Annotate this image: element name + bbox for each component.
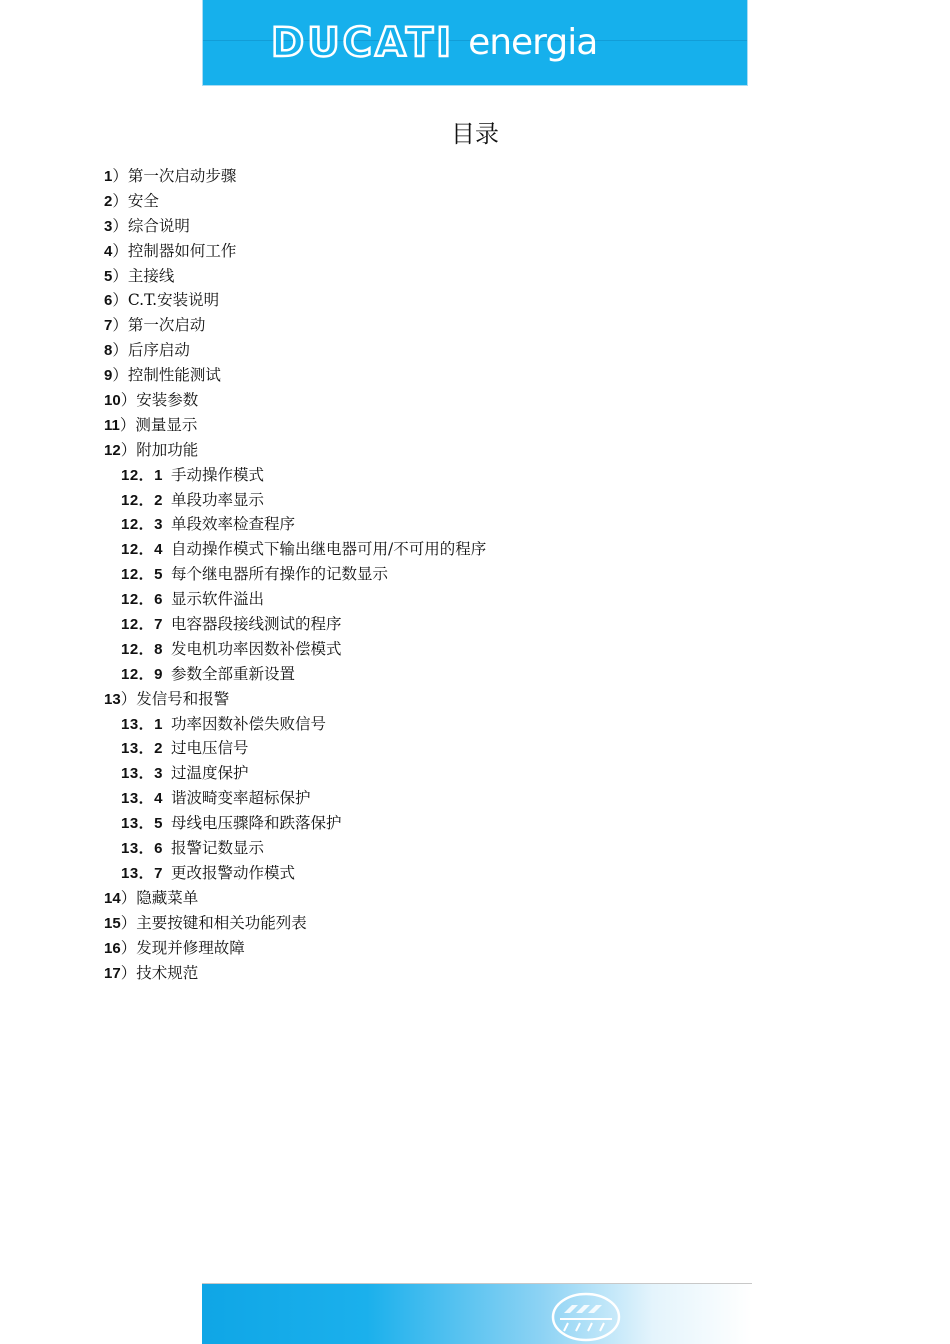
footer-banner: [202, 1283, 752, 1344]
toc-item-label: 发信号和报警: [136, 689, 230, 708]
toc-item-separator: ）: [120, 963, 137, 982]
toc-item[interactable]: [0, 189, 950, 214]
toc-item-separator: ）: [112, 216, 128, 235]
logo-subtitle: energia: [468, 22, 598, 63]
toc-item[interactable]: [0, 214, 950, 239]
toc-item-number: 12．7: [121, 616, 164, 634]
toc-item[interactable]: [0, 313, 950, 338]
toc-item-separator: ）: [112, 341, 128, 360]
toc-item-label: 显示软件溢出: [171, 590, 265, 609]
toc-item-label: 自动操作模式下输出继电器可用/不可用的程序: [171, 540, 487, 559]
toc-item-label: 手动操作模式: [171, 465, 265, 484]
toc-item-number: 13．1: [121, 715, 164, 733]
toc-item[interactable]: [0, 363, 950, 388]
toc-item-number: 8: [104, 342, 113, 360]
toc-item-number: 13: [104, 690, 121, 708]
toc-item-number: 12．4: [121, 541, 164, 559]
toc-item-separator: ）: [120, 391, 137, 410]
toc-item[interactable]: [0, 288, 950, 313]
toc-item[interactable]: [0, 712, 950, 737]
footer-divider: [202, 1283, 752, 1284]
toc-item-number: 12．6: [121, 591, 164, 609]
toc-item-separator: ）: [112, 366, 128, 385]
toc-item[interactable]: [0, 264, 950, 289]
toc-item[interactable]: [0, 736, 950, 761]
toc-item[interactable]: [0, 587, 950, 612]
toc-item-number: 9: [104, 367, 113, 385]
toc-item-separator: ）: [120, 689, 137, 708]
toc-item-label: 后序启动: [127, 341, 190, 360]
toc-item-separator: ）: [120, 440, 137, 459]
toc-item-number: 14: [104, 889, 121, 907]
toc-item-number: 5: [104, 267, 113, 285]
toc-item-number: 4: [104, 242, 113, 260]
toc-item-number: 3: [104, 217, 113, 235]
company-emblem-icon: [548, 1287, 628, 1343]
toc-item-number: 12．9: [121, 665, 164, 683]
toc-item-label: 主要按键和相关功能列表: [136, 913, 307, 932]
toc-item-number: 15: [104, 914, 121, 932]
toc-item-label: 过电压信号: [171, 739, 249, 758]
toc-item-label: 参数全部重新设置: [171, 664, 296, 683]
toc-item-number: 12．8: [121, 640, 164, 658]
toc-item-separator: ）: [112, 241, 128, 260]
toc-item-number: 16: [104, 939, 121, 957]
toc-item-separator: ）: [112, 167, 128, 185]
toc-item-number: 13．7: [121, 864, 164, 882]
toc-item-number: 11: [104, 416, 120, 434]
toc-item-label: 母线电压骤降和跌落保护: [171, 814, 342, 833]
toc-item[interactable]: [0, 438, 950, 463]
toc-item[interactable]: [0, 786, 950, 811]
toc-item-separator: ）: [120, 913, 137, 932]
toc-item-separator: ）: [112, 266, 128, 285]
toc-item-number: 13．5: [121, 815, 164, 833]
toc-item-label: 单段效率检查程序: [171, 515, 296, 534]
toc-item-separator: ）: [120, 888, 137, 907]
table-of-contents: [0, 164, 950, 985]
toc-item-separator: ）: [112, 291, 128, 310]
toc-item[interactable]: [0, 164, 950, 189]
toc-item[interactable]: [0, 612, 950, 637]
toc-item-number: 13．4: [121, 790, 164, 808]
toc-item[interactable]: [0, 488, 950, 513]
toc-item-label: 附加功能: [136, 440, 199, 459]
toc-item[interactable]: [0, 562, 950, 587]
toc-item[interactable]: [0, 961, 950, 986]
toc-item[interactable]: [0, 537, 950, 562]
toc-item-label: 技术规范: [136, 963, 199, 982]
toc-item-number: 6: [104, 292, 113, 310]
toc-item[interactable]: [0, 911, 950, 936]
toc-item-separator: ）: [120, 938, 137, 957]
ducati-energia-logo: [271, 14, 597, 72]
toc-item-number: 12．1: [121, 466, 164, 484]
toc-item-number: 12．5: [121, 566, 164, 584]
toc-item-number: 17: [104, 964, 121, 982]
toc-item[interactable]: [0, 861, 950, 886]
toc-item-label: C.T.安装说明: [127, 291, 220, 310]
toc-item[interactable]: [0, 388, 950, 413]
toc-item-label: 功率因数补偿失败信号: [171, 714, 327, 733]
toc-item-label: 主接线: [127, 266, 175, 285]
toc-item[interactable]: [0, 836, 950, 861]
toc-item[interactable]: [0, 936, 950, 961]
toc-item-separator: ）: [112, 316, 128, 335]
toc-item-label: 控制器如何工作: [127, 241, 237, 260]
toc-item[interactable]: [0, 338, 950, 363]
toc-item-label: 更改报警动作模式: [171, 863, 296, 882]
toc-item[interactable]: [0, 413, 950, 438]
toc-item-label: 第一次启动步骤: [127, 167, 237, 185]
toc-item[interactable]: [0, 811, 950, 836]
logo-wordmark: DUCATI: [271, 20, 455, 66]
toc-item-separator: ）: [112, 191, 128, 210]
toc-item-number: 13．2: [121, 740, 164, 758]
toc-item-number: 7: [104, 317, 113, 335]
toc-item-number: 13．6: [121, 840, 164, 858]
toc-item-label: 报警记数显示: [171, 839, 265, 858]
toc-item-label: 第一次启动: [127, 316, 206, 335]
toc-item-label: 过温度保护: [171, 764, 249, 783]
toc-item-label: 控制性能测试: [127, 366, 221, 385]
toc-item[interactable]: [0, 687, 950, 712]
toc-item-label: 测量显示: [135, 415, 198, 434]
toc-item-label: 安全: [127, 191, 159, 210]
toc-item-label: 安装参数: [136, 391, 199, 410]
toc-item-number: 12．2: [121, 491, 164, 509]
page-title: 目录: [451, 120, 499, 148]
toc-item[interactable]: [0, 886, 950, 911]
toc-item-number: 10: [104, 392, 121, 410]
toc-item[interactable]: [0, 761, 950, 786]
toc-item-label: 谐波畸变率超标保护: [171, 789, 311, 808]
toc-item-label: 隐藏菜单: [136, 888, 199, 907]
toc-item[interactable]: [0, 512, 950, 537]
toc-item-label: 发现并修理故障: [136, 938, 245, 957]
toc-item-number: 13．3: [121, 765, 164, 783]
toc-item-number: 2: [104, 192, 113, 210]
toc-item-number: 12．3: [121, 516, 164, 534]
toc-item[interactable]: [0, 662, 950, 687]
toc-item-label: 发电机功率因数补偿模式: [171, 639, 342, 658]
toc-item-number: 12: [104, 441, 121, 459]
toc-item-separator: ）: [119, 415, 136, 434]
toc-item[interactable]: [0, 239, 950, 264]
toc-item-label: 综合说明: [127, 216, 190, 235]
toc-item-label: 单段功率显示: [171, 490, 265, 509]
toc-item-label: 每个继电器所有操作的记数显示: [171, 565, 389, 584]
toc-item[interactable]: [0, 463, 950, 488]
toc-item[interactable]: [0, 637, 950, 662]
toc-item-number: 1: [104, 168, 113, 185]
toc-item-label: 电容器段接线测试的程序: [171, 615, 342, 634]
header-banner: [202, 0, 748, 86]
